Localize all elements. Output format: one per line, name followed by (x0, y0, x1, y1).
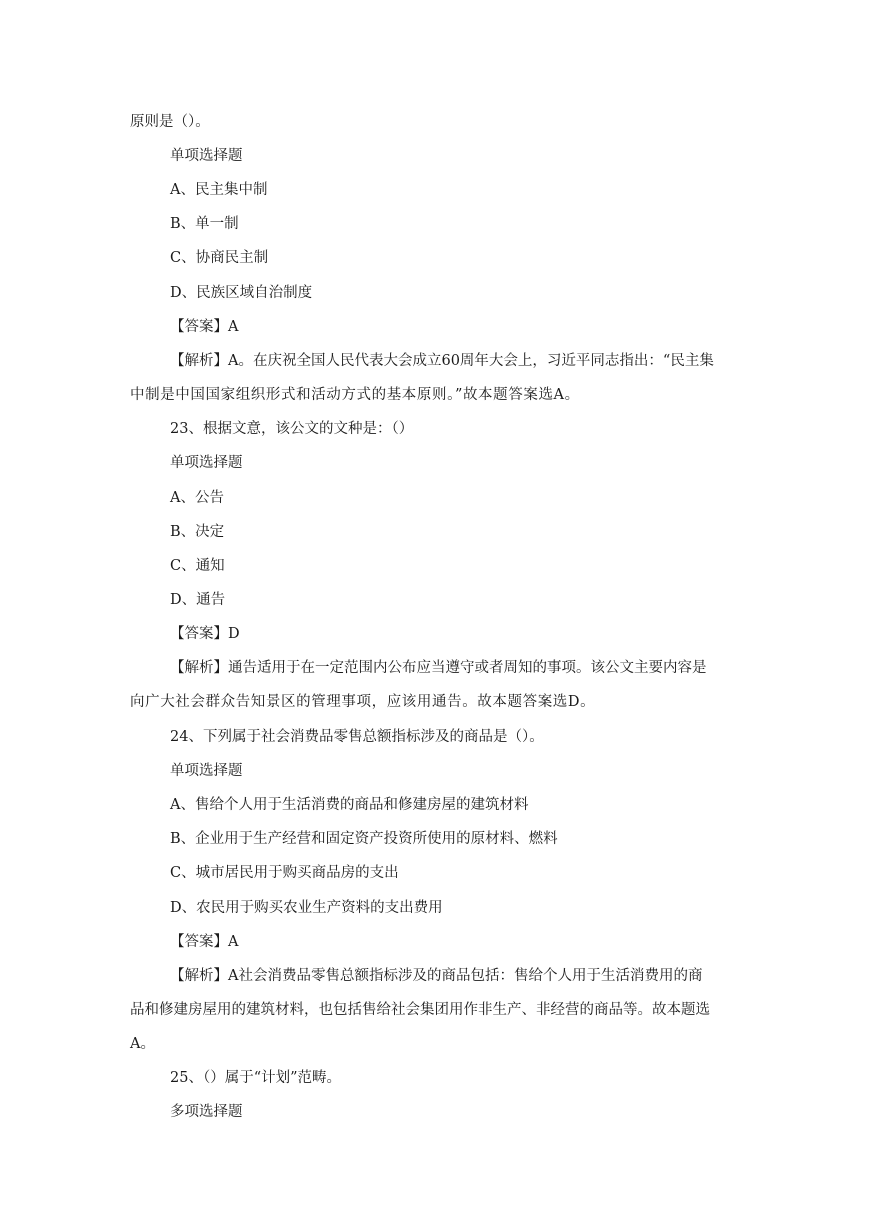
option-a: A、民主集中制 (170, 182, 268, 198)
option-d: D、农民用于购买农业生产资料的支出费用 (170, 900, 443, 916)
option-c: C、通知 (170, 558, 225, 574)
question-type-label: 单项选择题 (170, 455, 243, 471)
option-a: A、公告 (170, 490, 224, 506)
option-b: B、企业用于生产经营和固定资产投资所使用的原材料、燃料 (170, 831, 558, 847)
explanation-line: A。 (130, 1036, 155, 1052)
option-c: C、协商民主制 (170, 250, 269, 266)
option-b: B、决定 (170, 524, 225, 540)
explanation-line: 向广大社会群众告知景区的管理事项，应该用通告。故本题答案选D。 (130, 694, 596, 710)
answer: 【答案】A (170, 319, 239, 335)
question-23-stem: 23、根据文意，该公文的文种是：（） (170, 421, 414, 437)
option-c: C、城市居民用于购买商品房的支出 (170, 865, 399, 881)
option-d: D、民族区域自治制度 (170, 285, 313, 301)
explanation-line: 【解析】通告适用于在一定范围内公布应当遵守或者周知的事项。该公文主要内容是 (170, 660, 707, 676)
option-a: A、售给个人用于生活消费的商品和修建房屋的建筑材料 (170, 797, 529, 813)
question-type-label: 单项选择题 (170, 148, 243, 164)
question-25-stem: 25、（）属于“计划”范畴。 (170, 1070, 342, 1086)
question-24-stem: 24、下列属于社会消费品零售总额指标涉及的商品是（）。 (170, 729, 544, 745)
question-type-label: 单项选择题 (170, 763, 243, 779)
explanation-line: 中制是中国国家组织形式和活动方式的基本原则。”故本题答案选A。 (130, 387, 580, 403)
question-22-stem-end: 原则是（）。 (130, 114, 210, 130)
option-d: D、通告 (170, 592, 226, 608)
explanation-line: 【解析】A。在庆祝全国人民代表大会成立60周年大会上，习近平同志指出：“民主集 (170, 353, 714, 369)
question-type-label: 多项选择题 (170, 1104, 243, 1120)
answer: 【答案】A (170, 934, 239, 950)
explanation-line: 【解析】A社会消费品零售总额指标涉及的商品包括：售给个人用于生活消费用的商 (170, 968, 703, 984)
answer: 【答案】D (170, 626, 240, 642)
explanation-line: 品和修建房屋用的建筑材料，也包括售给社会集团用作非生产、非经营的商品等。故本题选 (130, 1002, 710, 1018)
option-b: B、单一制 (170, 216, 239, 232)
